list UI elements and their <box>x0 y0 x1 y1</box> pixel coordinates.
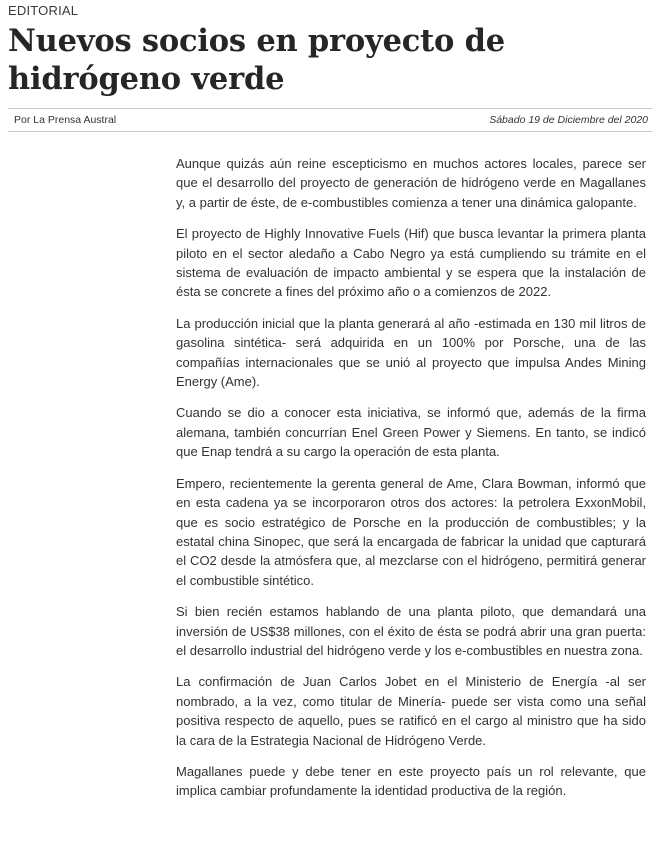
article-paragraph-6: Si bien recién estamos hablando de una planta piloto, que demandará una inversión de US$38 millones, con el éxito de ésta se podrá abrir una gran puerta: el desarrollo industrial del hidrógeno verde y los e-combustibles en nuestra zona. <box>176 604 646 658</box>
article-paragraph-5: Empero, recientemente la gerenta general de Ame, Clara Bowman, informó que en esta cadena ya se incorporaron otros dos actores: la petrolera ExxonMobil, que es socio estratégico de Porsche en la producción de combustibles; y la estatal china Sinopec, que será la encargada de fabricar la unidad que capturará el CO2 desde la atmósfera que, al mezclarse con el hidrógeno, permitirá generar el combustible sintético. <box>176 475 646 588</box>
article-paragraph-3: La producción inicial que la planta generará al año -estimada en 130 mil litros de gasolina sintética- será adquirida en un 100% por Porsche, una de las compañías internacionales que se unió al proyecto que impulsa Andes Mining Energy (Ame). <box>176 315 646 390</box>
headline: Nuevos socios en proyecto de hidrógeno verde <box>8 23 505 97</box>
article-body <box>176 154 646 813</box>
byline-author: Por La Prensa Austral <box>14 114 117 126</box>
article-paragraph-1: Aunque quizás aún reine escepticismo en muchos actores locales, parece ser que el desarrollo del proyecto de generación de hidrógeno verde en Magallanes y, a partir de éste, de e-combustibles comienza a tener una dinámica galopante. <box>176 156 646 210</box>
section-label: EDITORIAL <box>8 3 79 18</box>
article-paragraph-7: La confirmación de Juan Carlos Jobet en el Ministerio de Energía -al ser nombrado, a la vez, como titular de Minería- puede ser vista como una señal positiva respecto de aquello, pues se ratificó en el cargo al ministro que ha sido la cara de la Estrategia Nacional de Hidrógeno Verde. <box>176 674 646 748</box>
article-paragraph-8: Magallanes puede y debe tener en este proyecto país un rol relevante, que implica cambiar profundamente la identidad productiva de la región. <box>176 763 646 799</box>
article-paragraph-2: El proyecto de Highly Innovative Fuels (Hif) que busca levantar la primera planta piloto en el sector aledaño a Cabo Negro ya está cumpliendo su trámite en el sistema de evaluación de impacto ambiental y se espera que la instalación de ésta se concrete a fines del próximo año o a comienzos de 2022. <box>176 226 646 300</box>
byline-date: Sábado 19 de Diciembre del 2020 <box>489 114 648 126</box>
article-paragraph-4: Cuando se dio a conocer esta iniciativa, se informó que, además de la firma alemana, también concurrían Enel Green Power y Siemens. En tanto, se indicó que Enap tendrá a su cargo la operación de esta planta. <box>176 405 646 460</box>
byline-bar <box>8 108 652 132</box>
